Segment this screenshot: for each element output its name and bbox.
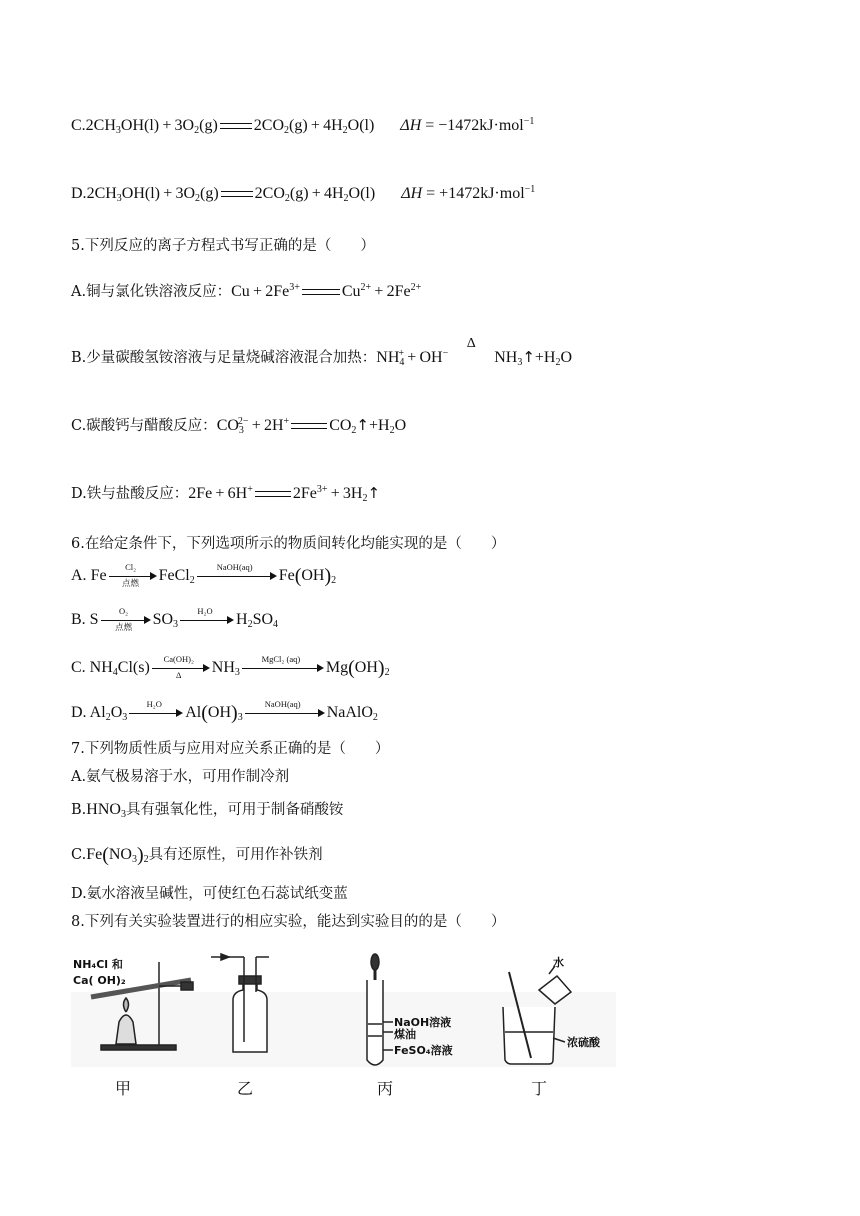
label-jia: 甲 bbox=[115, 1079, 132, 1098]
q7-option-c: $C.Fe(NO_3)_2$具有还原性，可用作补铁剂 bbox=[71, 844, 323, 866]
enthalpy-c: ΔH = −1472kJ·mol$^{-1}$ bbox=[400, 116, 535, 134]
label-yi: 乙 bbox=[237, 1079, 254, 1098]
q6-option-a: A. Fe Cl₂ 点燃 FeCl$_2$ NaOH(aq) $Fe(OH)_2$ bbox=[71, 562, 337, 589]
condition: 点燃 bbox=[115, 622, 133, 633]
q5-option-b bbox=[71, 336, 573, 368]
q6-option-b: B. S O₂ 点燃 $SO_3$ H₂O $H_2SO_4$ bbox=[71, 606, 279, 633]
equation: $NH_4^+ + OH^-$ Δ $NH_3↑+H_2O$ bbox=[376, 336, 573, 368]
jia-reagent-2: Ca( OH)₂ bbox=[73, 974, 126, 987]
ding-label-right: 浓硫酸 bbox=[567, 1036, 600, 1049]
q6-option-d: D. $Al_2O_3$ H₂O $Al(OH)_3$ NaOH(aq) NaAlO$_2$ bbox=[71, 699, 378, 724]
label-bing: 丙 bbox=[377, 1079, 394, 1098]
option-text: B.少量碳酸氢铵溶液与足量烧碱溶液混合加热： bbox=[71, 350, 377, 366]
bing-layer-3: FeSO₄溶液 bbox=[394, 1044, 453, 1057]
q4-option-d: $D.2CH_3OH(l) + 3O_2(g) 2CO_2(g) + 4H_2O(l) \Delta H = +1472kJ\cdot mol^{-1}$ bbox=[71, 184, 536, 204]
q7-stem: 7.下列物质性质与应用对应关系正确的是（ ） bbox=[71, 741, 390, 757]
condition: Ca(OH)₂ bbox=[163, 654, 194, 665]
equation: 2Fe + 6H+ $2Fe^{3+}$ + $3H_2↑$ bbox=[188, 484, 381, 504]
q5-option-c bbox=[71, 414, 406, 436]
apparatus-drawing bbox=[71, 952, 616, 1072]
option-text: C.碳酸钙与醋酸反应： bbox=[71, 418, 217, 434]
equation: $CO_3^{2-} + 2H^+$ $CO_2↑+H_2O$ bbox=[216, 416, 407, 436]
condition: Δ bbox=[176, 670, 182, 681]
bing-layer-2: 煤油 bbox=[394, 1028, 416, 1041]
q8-stem: 8.下列有关实验装置进行的相应实验，能达到实验目的的是（ ） bbox=[71, 914, 506, 930]
condition: NaOH(aq) bbox=[264, 699, 301, 710]
option-prefix: B. bbox=[71, 802, 87, 818]
condition: Cl₂ bbox=[125, 562, 137, 573]
enthalpy-d: ΔH = +1472kJ·mol$^{-1}$ bbox=[401, 184, 536, 202]
condition: 点燃 bbox=[122, 578, 140, 589]
jia-reagent-1: NH₄Cl 和 bbox=[73, 958, 123, 971]
condition: O₂ bbox=[119, 606, 129, 617]
condition: H₂O bbox=[197, 606, 213, 617]
q4-option-c: $C.2CH_3OH(l) + 3O_2(g) 2CO_2(g) + 4H_2O(l) \Delta H = -1472kJ\cdot mol^{-1}$ bbox=[71, 116, 535, 136]
option-text: 具有强氧化性，可用于制备硝酸铵 bbox=[125, 802, 344, 818]
heat-condition: Δ bbox=[466, 336, 476, 352]
q7-option-d: D.氨水溶液呈碱性，可使红色石蕊试纸变蓝 bbox=[71, 886, 348, 902]
q7-option-b: $B.HNO_3$具有强氧化性，可用于制备硝酸铵 bbox=[71, 801, 344, 820]
q5-option-d bbox=[71, 482, 380, 504]
q5-option-a bbox=[71, 280, 421, 301]
ding-label-top: 水 bbox=[553, 956, 564, 969]
option-text: A.铜与氯化铁溶液反应： bbox=[71, 284, 232, 300]
q6-stem: 6.在给定条件下，下列选项所示的物质间转化均能实现的是（ ） bbox=[71, 536, 506, 552]
option-prefix: A. bbox=[71, 567, 87, 584]
q6-option-c: C. $NH_4Cl(s)$ $\frac{\text{Ca(OH)₂}}{\Delta}$ $NH_3$ MgCl₂ (aq) $Mg(OH)_2$ bbox=[71, 654, 390, 681]
condition: H₂O bbox=[146, 699, 162, 710]
label-ding: 丁 bbox=[531, 1079, 548, 1098]
option-prefix: D. bbox=[71, 704, 87, 721]
option-prefix: D. bbox=[71, 185, 87, 202]
condition: MgCl₂ (aq) bbox=[261, 654, 301, 665]
q8-apparatus-figure bbox=[71, 952, 616, 1097]
q5-stem: 5.下列反应的离子方程式书写正确的是（ ） bbox=[71, 238, 375, 254]
equation: $Cu + 2Fe^{3+}$ $Cu^{2+} + 2Fe^{2+}$ bbox=[231, 282, 422, 300]
condition: NaOH(aq) bbox=[216, 562, 253, 573]
option-text: D.铁与盐酸反应： bbox=[71, 486, 189, 502]
option-text: 具有还原性，可用作补铁剂 bbox=[148, 847, 323, 863]
q7-option-a: A.氨气极易溶于水，可用作制冷剂 bbox=[71, 769, 290, 785]
option-prefix: C. bbox=[71, 659, 86, 676]
option-prefix: B. bbox=[71, 611, 86, 628]
option-prefix: C. bbox=[71, 847, 87, 863]
bing-layer-1: NaOH溶液 bbox=[394, 1016, 452, 1029]
option-prefix: C. bbox=[71, 117, 86, 134]
